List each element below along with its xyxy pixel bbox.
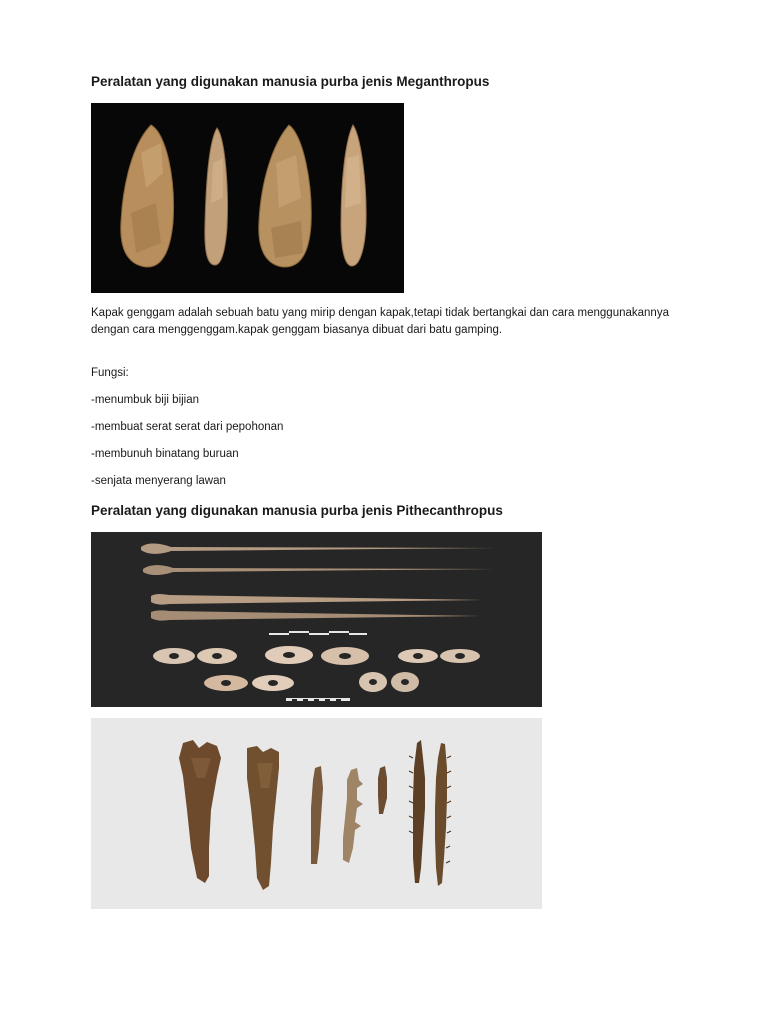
- bone-needles-photo: [91, 532, 542, 707]
- function-item: -menumbuk biji bijian: [91, 394, 200, 406]
- section2-heading: Peralatan yang digunakan manusia purba jenis Pithecanthropus: [91, 503, 503, 518]
- function-label: Fungsi:: [91, 367, 129, 379]
- antler-tools-photo: [91, 718, 542, 909]
- section1-heading: Peralatan yang digunakan manusia purba jenis Meganthropus: [91, 74, 490, 89]
- hand-axe-description: Kapak genggam adalah sebuah batu yang mirip dengan kapak,tetapi tidak bertangkai dan cara menggunakannya dengan cara menggenggam.kapak genggam biasanya dibuat dari batu gamping.: [91, 307, 669, 336]
- hand-axe-photo: [91, 103, 404, 293]
- function-item: -senjata menyerang lawan: [91, 475, 226, 487]
- function-item: -membunuh binatang buruan: [91, 448, 239, 460]
- function-item: -membuat serat serat dari pepohonan: [91, 421, 284, 433]
